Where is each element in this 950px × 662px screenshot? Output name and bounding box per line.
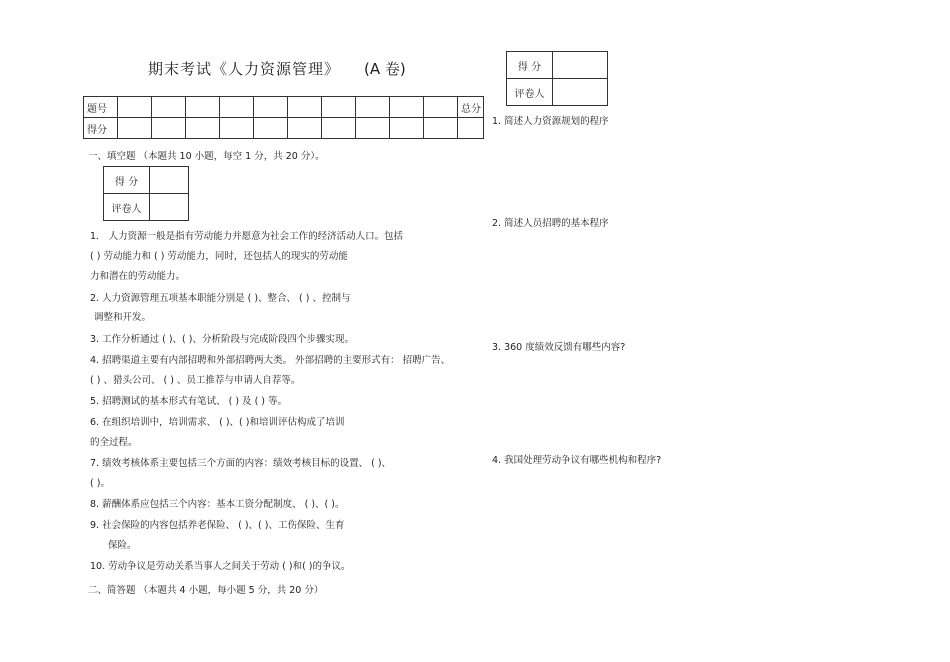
- fill-line: 8. 薪酬体系应包括三个内容：基本工资分配制度、 ( )、( )。: [90, 499, 345, 510]
- fill-line: 7. 绩效考核体系主要包括三个方面的内容：绩效考核目标的设置、 ( )、: [90, 458, 392, 469]
- fill-line: 保险。: [108, 540, 137, 551]
- score-table: [83, 96, 484, 139]
- fill-line: 1． 人力资源一般是指有劳动能力并愿意为社会工作的经济活动人口。包括: [90, 231, 404, 242]
- paper-label: (A 卷): [364, 60, 406, 78]
- fill-line: 10. 劳动争议是劳动关系当事人之间关于劳动 ( )和( )的争议。: [90, 561, 351, 572]
- score-box-label: 得 分: [104, 167, 150, 194]
- grader-box-label: 评卷人: [104, 194, 150, 221]
- fill-line: 3. 工作分析通过 ( )、( )、分析阶段与完成阶段四个步骤实现。: [90, 334, 354, 345]
- section2-heading: 二、简答题 （本题共 4 小题，每小题 5 分，共 20 分）: [88, 585, 324, 596]
- short-question: 3. 360 度绩效反馈有哪些内容?: [492, 342, 626, 353]
- score-table-total: 总分: [458, 97, 484, 118]
- section1-score-box: [103, 166, 189, 221]
- score-table-label: 得分: [84, 118, 118, 139]
- fill-line: 6. 在组织培训中，培训需求、 ( )、( )和培训评估构成了培训: [90, 417, 345, 428]
- section1-heading: 一、填空题 （本题共 10 小题，每空 1 分，共 20 分）。: [88, 151, 325, 162]
- fill-line: 5. 招聘测试的基本形式有笔试、 ( ) 及 ( ) 等。: [90, 396, 288, 407]
- fill-line: 2. 人力资源管理五项基本职能分别是 ( )、整合、 ( ) 、控制与: [90, 293, 351, 304]
- fill-line: 的全过程。: [90, 437, 138, 448]
- score-table-row-question: [84, 97, 484, 118]
- fill-line: 4. 招聘渠道主要有内部招聘和外部招聘两大类。 外部招聘的主要形式有： 招聘广告、: [90, 355, 451, 366]
- score-table-label: 题号: [84, 97, 118, 118]
- grader-box-label: 评卷人: [507, 79, 553, 106]
- short-question: 4. 我国处理劳动争议有哪些机构和程序?: [492, 455, 662, 466]
- fill-line: ( ) 劳动能力和 ( ) 劳动能力，同时，还包括人的现实的劳动能: [90, 251, 348, 262]
- score-table-row-score: [84, 118, 484, 139]
- short-question: 2. 简述人员招聘的基本程序: [492, 218, 609, 229]
- section2-score-box: [506, 51, 608, 106]
- fill-line: 调整和开发。: [94, 312, 152, 323]
- fill-line: ( )。: [90, 478, 110, 489]
- short-question: 1. 简述人力资源规划的程序: [492, 116, 609, 127]
- fill-line: 9. 社会保险的内容包括养老保险、 ( )、( )、工伤保险、生育: [90, 520, 345, 531]
- fill-line: ( ) 、猎头公司、 ( ) 、员工推荐与申请人自荐等。: [90, 375, 301, 386]
- fill-line: 力和潜在的劳动能力。: [90, 271, 186, 282]
- score-box-label: 得 分: [507, 52, 553, 79]
- exam-title: 期末考试《人力资源管理》: [148, 60, 341, 78]
